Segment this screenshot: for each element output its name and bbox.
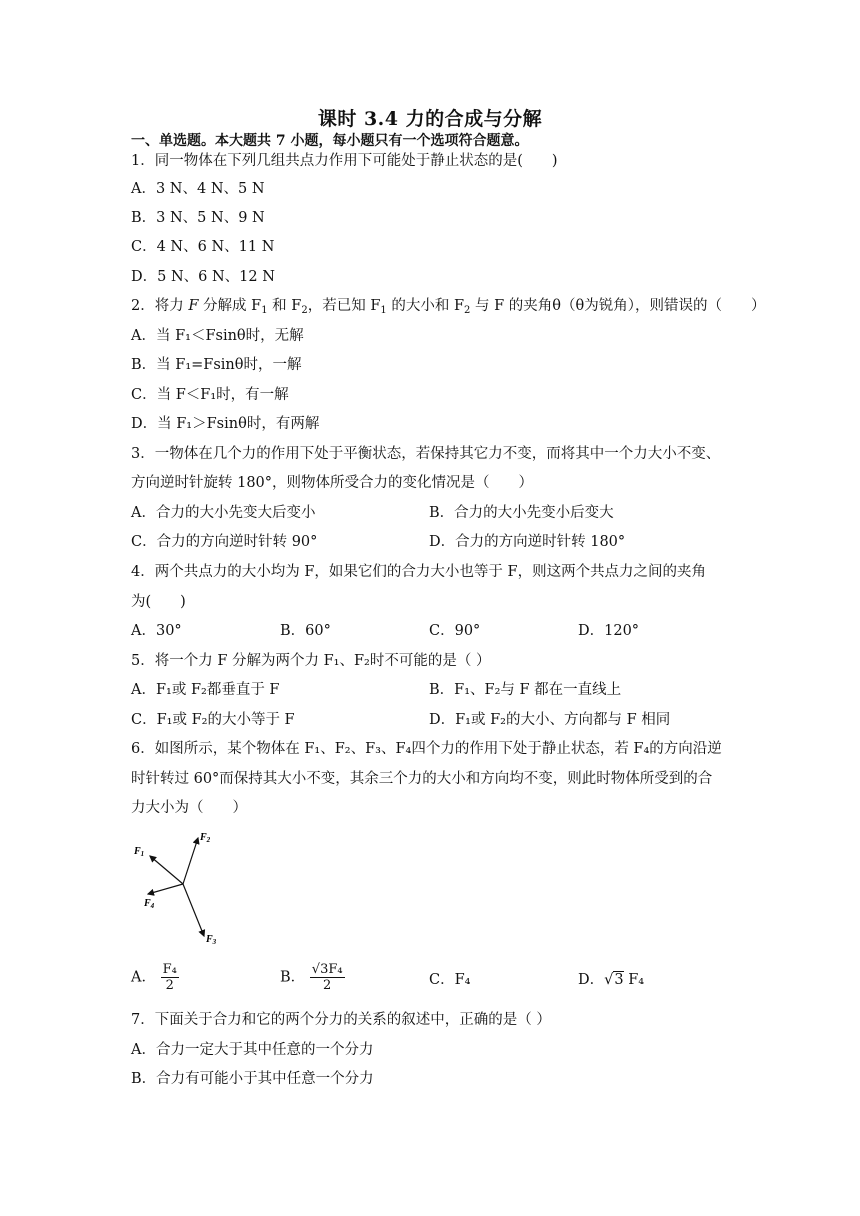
question-2-option-a: A．当 F₁＜Fsinθ时，无解 (131, 328, 304, 344)
question-4-stem-line-2: 为( ) (131, 594, 186, 610)
label-f3: $F_3$ (206, 934, 217, 946)
question-4-option-a: A．30° (131, 623, 182, 639)
question-5-option-c: C．F₁或 F₂的大小等于 F (131, 712, 295, 728)
force-f4-arrow (148, 884, 183, 894)
option-label: B． (280, 969, 306, 986)
question-6-option-a (131, 962, 179, 993)
q2-sub: 1 (261, 305, 268, 316)
question-4-stem-line-1: 4．两个共点力的大小均为 F，如果它们的合力大小也等于 F，则这两个共点力之间的夹角 (131, 564, 707, 580)
option-label: D． (578, 972, 605, 988)
page-title: 课时 3.4 力的合成与分解 (317, 108, 543, 130)
question-1-option-c: C．4 N、6 N、11 N (131, 239, 275, 255)
square-root: √3 (604, 972, 624, 988)
question-1-stem: 1．同一物体在下列几组共点力作用下可能处于静止状态的是( ) (131, 153, 558, 169)
question-3-stem-line-2: 方向逆时针旋转 180°，则物体所受合力的变化情况是（ ） (131, 475, 534, 491)
question-3-option-d: D．合力的方向逆时针转 180° (429, 534, 626, 550)
q2-text: 分解成 F (198, 298, 262, 314)
question-6-option-c: C．F₄ (429, 972, 471, 988)
question-5-option-d: D．F₁或 F₂的大小、方向都与 F 相同 (429, 712, 671, 728)
force-f1-arrow (150, 856, 183, 884)
label-f4: $F_4$ (144, 898, 155, 910)
question-2-stem (131, 296, 766, 321)
question-7-option-a: A．合力一定大于其中任意的一个分力 (131, 1042, 374, 1058)
question-3-option-b: B．合力的大小先变小后变大 (429, 505, 614, 521)
question-1-option-d: D．5 N、6 N、12 N (131, 269, 275, 285)
question-6-option-d (578, 970, 644, 990)
numerator-value: 3F₄ (320, 962, 343, 977)
question-3-stem-line-1: 3．一物体在几个力的作用下处于平衡状态，若保持其它力不变，而将其中一个力大小不变、 (131, 446, 721, 462)
force-f2-arrow (183, 838, 198, 884)
question-3-option-c: C．合力的方向逆时针转 90° (131, 534, 318, 550)
q2-text: 和 F (267, 298, 302, 314)
question-4-option-d: D．120° (578, 623, 640, 639)
fraction (310, 962, 345, 993)
question-2-option-d: D．当 F₁＞Fsinθ时，有两解 (131, 416, 320, 432)
q2-sub: 2 (464, 305, 471, 316)
question-1-option-b: B．3 N、5 N、9 N (131, 210, 265, 226)
question-6-stem-line-2: 时针转过 60°而保持其大小不变，其余三个力的大小和方向均不变，则此时物体所受到的合 (131, 771, 713, 787)
fraction-numerator: √3F₄ (311, 962, 343, 977)
question-6-stem-line-3: 力大小为（ ） (131, 800, 247, 816)
question-7-option-b: B．合力有可能小于其中任意一个分力 (131, 1071, 374, 1087)
question-6-stem-line-1: 6．如图所示，某个物体在 F₁、F₂、F₃、F₄四个力的作用下处于静止状态，若 F₄的方向沿逆 (131, 741, 722, 757)
question-5-stem: 5．将一个力 F 分解为两个力 F₁、F₂时不可能的是（ ） (131, 653, 491, 669)
q2-sub: 2 (301, 305, 308, 316)
option-tail: F₄ (623, 972, 645, 988)
question-5-option-b: B．F₁、F₂与 F 都在一直线上 (429, 682, 622, 698)
q2-var: F (188, 298, 199, 314)
fraction-denominator: 2 (165, 978, 174, 993)
question-6-option-b (280, 962, 345, 993)
force-f3-arrow (183, 884, 204, 936)
q2-text: 与 F 的夹角θ（θ为锐角），则错误的（ ） (470, 298, 766, 314)
question-5-option-a: A．F₁或 F₂都垂直于 F (131, 682, 280, 698)
question-7-stem: 7．下面关于合力和它的两个分力的关系的叙述中，正确的是（ ） (131, 1012, 551, 1028)
fraction-denominator: 2 (323, 978, 332, 993)
q2-text: ，若已知 F (307, 298, 381, 314)
question-4-option-b: B．60° (280, 623, 331, 639)
section-heading: 一、单选题。本大题共 7 小题，每小题只有一个选项符合题意。 (131, 133, 529, 149)
q2-text: 2．将力 (131, 298, 189, 314)
question-2-option-c: C．当 F＜F₁时，有一解 (131, 387, 289, 403)
label-f2: $F_2$ (200, 832, 211, 844)
radicand: 3 (614, 972, 624, 988)
q2-sub: 1 (380, 305, 387, 316)
fraction-numerator: F₄ (162, 962, 177, 977)
question-4-option-c: C．90° (429, 623, 481, 639)
q2-text: 的大小和 F (386, 298, 465, 314)
fraction (161, 962, 179, 993)
option-label: A． (131, 969, 156, 986)
question-3-option-a: A．合力的大小先变大后变小 (131, 505, 316, 521)
label-f1: $F_1$ (134, 846, 145, 858)
force-diagram (130, 826, 230, 948)
question-2-option-b: B．当 F₁=Fsinθ时，一解 (131, 357, 302, 373)
question-1-option-a: A．3 N、4 N、5 N (131, 181, 265, 197)
